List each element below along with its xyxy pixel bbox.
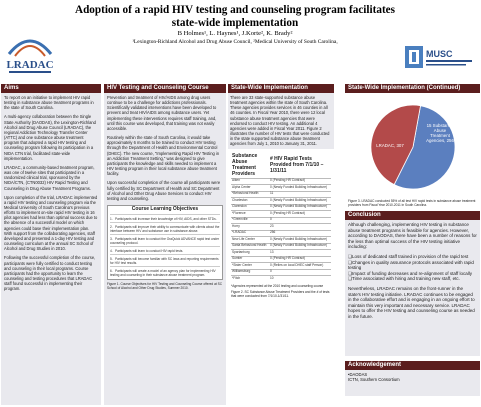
continued-heading: State-Wide Implementation (Continued) (345, 84, 480, 93)
provider-name-cell: Charleston (231, 198, 269, 205)
musc-logo (405, 46, 475, 72)
test-count-cell: 0 (Pending HR Contract) (269, 256, 331, 263)
acknowledgement-line: ICTN, Southern Consortium (348, 377, 400, 383)
aims-paragraph: A multi-agency collaboration between the Single State Authority (DAODAS), the Lexington-Richland Alcohol and Drug Abuse Council (LRADAC), the regional Addiction Technology Transfer Center (ATTC) and one substance abuse treatment program that adopted a rapid HIV testing and counseling program following its participation in a NIDA CTN trial, facilitated state-wide implementation. (4, 114, 96, 161)
pie-chart (345, 93, 480, 197)
test-count-cell: 13 (269, 250, 331, 257)
provider-name-cell: *Fitch (231, 276, 269, 282)
conclusion-body (345, 220, 480, 356)
table-footnote: *Agencies represented at the 2010 testing and counseling course (231, 283, 324, 288)
provider-name-cell: *Behavioral Health (231, 191, 269, 198)
test-count-cell: 23 (269, 224, 331, 231)
conclusion-paragraph: Although challenging, implementing HIV testing in substance abuse treatment programs is feasible for agencies. However, according to DAODAS, there have been a number of reasons for the less than optimal success of the HIV testing initiative including: (348, 222, 477, 250)
statewide-intro: There are 33 state-supported substance abuse treatment agencies within the state of South Carolina. These agencies provides services in 46 counties in all 46 counties. In Fiscal Year 2010, there were 12 local substance abuse treatment agencies that were endorsed to conduct HIV testing. An additional 4 agencies were added in Fiscal Year 2011. Figure 2 illustrates the number of HIV tests that were conducted in the state supported substance abuse treatment agencies from July 1, 2010 to January 31, 2011. (228, 93, 334, 149)
test-count-cell: 256 (269, 230, 331, 237)
test-count-cell: 0 (Newly Funded Building Infrastructure) (269, 185, 331, 192)
aims-paragraph: Following the successful completion of the course, participants were fully certified to conduct testing and counseling in their local programs. Course participants had the opportunity to learn the counseling and testing procedures that LRADAC staff found successful in implementing their program. (4, 255, 96, 292)
training-column (104, 84, 226, 405)
acknowledgement-line: •DAODAS (348, 372, 368, 377)
objective-text: Participants will create a model of an agency plan for implementing HIV testing and counseling in their substance abuse treatment program. (110, 268, 216, 277)
training-paragraph: Routinely within the state of South Carolina, it would take approximately 6 months to be trained to conduct HIV testing through the Department of Health and Environmental Control (DHEC). The new course, "Implementing Rapid HIV Testing in an Addiction Treatment Setting," was designed to give participants the knowledge and skills needed to implement a HIV testing program in their local substance abuse treatment facility. (107, 135, 220, 177)
continued-column (345, 84, 480, 396)
aims-paragraph: To report on an initiative to implement HIV rapid testing in substance abuse treatment programs in the state of South Carolina. (4, 95, 94, 111)
objective-item: 6. Participants will create a model of an agency plan for implementing HIV testing and counseling in their substance abuse treatment program. (110, 266, 220, 278)
acknowledgement-heading: Acknowledgement (345, 361, 480, 370)
test-count-cell: 0 (Newly Funded Building Infrastructure) (269, 243, 331, 250)
conclusion-bullet: ❑Loss of dedicated staff trained in provision of the rapid test (348, 253, 469, 259)
providers-table-body (231, 178, 331, 282)
objective-text: Participants will improve their ability to communicate with clients about the interface between HIV and substance use in substance abuse. (110, 224, 220, 233)
pie-chart-panel (345, 93, 480, 197)
provider-name-cell: *Florence (231, 211, 269, 218)
provider-name-cell: Williamsburg (231, 269, 269, 276)
provider-name-cell: Alpha Center (231, 185, 269, 192)
test-count-cell: 0 (Newly Funded Building Infrastructure) (269, 204, 331, 211)
course-objectives-title: Course Learning Objectives (131, 205, 199, 212)
poster-header (0, 0, 481, 78)
provider-name-cell: *Greenville (231, 217, 269, 224)
title-line-1: Adoption of a rapid HIV testing and counseling program facilitates (74, 4, 395, 16)
provider-name-cell: Aiken (231, 178, 269, 185)
figure-1-caption: Figure 1. Course Objectives for HIV Testing and Counseling Course offered at SC School of Alcohol and Other Drug Studies, Summer 2010. (107, 282, 223, 291)
aims-paragraph: Upon completion of the trial, LRADAC implemented a rapid HIV testing and counseling program via the Medical University of South Carolina's previous efforts to implement on-site rapid HIV testing in 16 pilot agencies had less than optimal success due to the absence of a successful model on which agencies could base their implementation plan. With support from the collaborating agencies, staff developed and presented a 1-day HIV testing and counseling curriculum at the annual SC School of Alcohol and Drug Studies in 2010. (4, 194, 98, 252)
objective-text: Participants will increase their knowledge of HIV, AIDS, and other STDs. (115, 216, 217, 221)
objective-text: Participants will learn to conduct HIV rapid tests. (115, 248, 184, 253)
test-count-cell: 0 (Newly Funded Building Infrastructure) (269, 198, 331, 205)
conclusion-bullet: ❑Time associated with hiring and training new staff, etc. (348, 276, 460, 282)
conclusion-paragraph: Nevertheless, LRADAC remains on the front-runner in the state's HIV testing initiative. LRADAC continues to be engaged in the collaborative effort and is engaging in an ongoing effort to maintain this very important and necessary service. LRADAC hopes to offer the HIV testing and counseling course as needed in the future. (348, 285, 475, 319)
training-paragraph: Prevention and treatment of HIV/AIDS among drug users continue to be a challenge for addictions professionals. Scientifically validated interventions have been developed to prevent and treat HIV/AIDS among substance users. Yet implementing these interventions requires staff training, and, until this course was developed, that training was not easily accessible. (107, 95, 217, 131)
aims-heading: Aims (1, 84, 101, 93)
statewide-column (228, 84, 334, 405)
provider-name-cell: Clarendon (231, 204, 269, 211)
providers-table (231, 152, 331, 282)
figure-2-caption: Figure 2. SC Substance Abuse Treatment Providers and the # of tests that were conducted from 7/1/10-1/31/11. (231, 289, 330, 298)
aims-paragraph: LRADAC, a community-based treatment program, was one of twelve sites that participated in a randomized clinical trial, sponsored by the NIDA/CTN, (CTN0032) HIV Rapid Testing and Counseling in Drug Abuse Treatment Programs. (4, 164, 95, 191)
poster-title (70, 4, 400, 29)
aims-column (1, 84, 101, 405)
provider-name-cell: *LRADAC (231, 230, 269, 237)
objective-item: 2. Participants will improve their ability to communicate with clients about the interface between HIV and substance use in substance abuse. (110, 222, 220, 234)
provider-name-cell: Horry (231, 224, 269, 231)
test-count-cell: 0 (Pending HR Contract) (269, 178, 331, 185)
provider-name-cell: New Life Center (231, 237, 269, 244)
lradac-logo (3, 30, 57, 76)
course-objectives-box (107, 205, 223, 280)
column-header-tests: # HIV Rapid Tests Provided from 7/1/10 – 1/31/11 (270, 155, 324, 174)
pie-label-lradac-text: LRADAC, 307 (376, 143, 404, 148)
pie-label-lradac (375, 143, 405, 173)
acknowledgement-body (345, 370, 480, 396)
affiliations: ¹Lexington-Richland Alcohol and Drug Abuse Council, ²Medical University of South Carolina, (132, 39, 338, 45)
logo-left-text: LRADAC (6, 59, 54, 71)
test-count-cell: 10 (269, 276, 331, 282)
table-row (231, 276, 331, 282)
aims-body (1, 93, 101, 405)
objective-item: 4. Participants will learn to conduct HIV rapid tests. (110, 246, 220, 254)
conclusion-bullet: ❑Impact of funding decreases and re-alignment of staff locally (348, 270, 473, 276)
title-line-2: state-wide implementation (171, 16, 299, 29)
authors: B Holmes¹, L. Haynes¹, J.Korte², K. Brady² (177, 30, 293, 37)
test-count-cell: 0 (Relies on local DHEC staff Person) (269, 263, 331, 270)
test-count-cell: 0 (Newly Funded Building Infrastructure) (269, 237, 331, 244)
provider-name-cell: Spartanburg (231, 250, 269, 257)
pie-label-agencies-text: 15 Substance Abuse Treatment Agencies, 256 (426, 123, 454, 143)
statewide-heading: State-Wide Implementation (228, 84, 334, 93)
objective-item: 3. Participants will learn to conduct the OraQuick ADVANCE rapid test under counseling protocol. (110, 234, 220, 246)
objective-item: 5. Participants will become familiar with SC laws and reporting requirements for HIV test results. (110, 254, 220, 266)
training-heading: HIV Testing and Counseling Course (104, 84, 226, 93)
table-header-row (231, 152, 331, 179)
statewide-body (228, 93, 334, 405)
test-count-cell: 0 (269, 269, 331, 276)
provider-name-cell: Santa Behavioral Health (231, 243, 269, 250)
pie-label-agencies (425, 123, 455, 153)
objective-text: Participants will become familiar with SC laws and reporting requirements for HIV test results. (110, 256, 219, 265)
conclusion-heading: Conclusion (345, 211, 480, 220)
objective-item: 1. Participants will increase their knowledge of HIV, AIDS, and other STDs. (110, 214, 220, 222)
logo-right-text: MUSC (426, 49, 453, 59)
column-header-provider: Substance Abuse Treatment Providers (232, 152, 258, 177)
training-paragraph: Upon successful completion of the course all participants were fully certified by SC Department of Health and SC Department of Alcohol and Other Drug Abuse Services to conduct HIV testing and counseling. (107, 180, 221, 201)
provider-name-cell: Sumter (231, 256, 269, 263)
provider-name-cell: *Sister Center (231, 263, 269, 270)
test-count-cell: 11 (269, 191, 331, 198)
training-body (104, 93, 226, 405)
objective-text: Participants will learn to conduct the OraQuick ADVANCE rapid test under counseling protocol. (110, 236, 220, 245)
test-count-cell: 0 (Pending HR Contract) (269, 211, 331, 218)
conclusion-bullet: ❑Changes in quality assurance protocols associated with rapid testing (348, 259, 474, 271)
figure-3-caption: Figure 3. LRADAC conducted 55% of all test HIV rapid tests in substance abuse treatment providers from Fiscal Year 2010-2011 in South Carolina. (345, 199, 480, 209)
test-count-cell: 0 (269, 217, 331, 224)
